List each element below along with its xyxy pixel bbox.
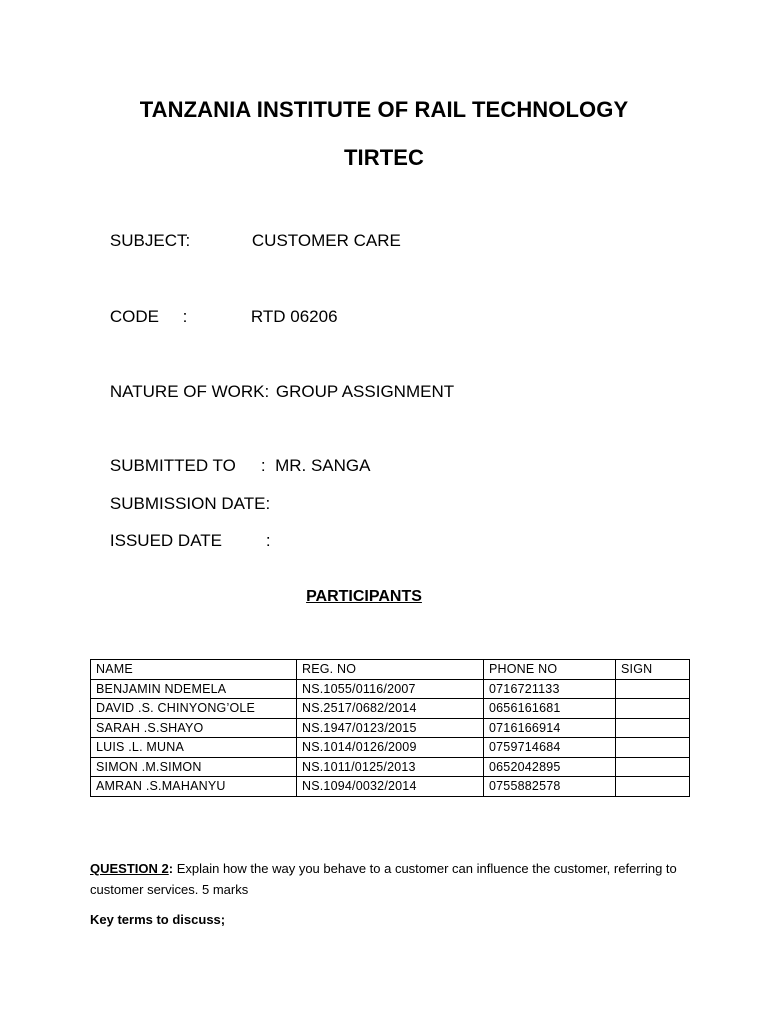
subject-field bbox=[91, 211, 401, 271]
participant-reg-no: NS.2517/0682/2014 bbox=[297, 699, 484, 719]
subject-label: SUBJECT: bbox=[109, 231, 191, 250]
participant-reg-no: NS.1055/0116/2007 bbox=[297, 679, 484, 699]
issued-date-field bbox=[91, 511, 271, 571]
institution-acronym: TIRTEC bbox=[343, 145, 425, 170]
participant-name: LUIS .L. MUNA bbox=[91, 738, 297, 758]
issued-date-value: : bbox=[265, 531, 271, 550]
participant-name: SIMON .M.SIMON bbox=[91, 757, 297, 777]
institution-title: TANZANIA INSTITUTE OF RAIL TECHNOLOGY bbox=[139, 97, 629, 122]
participants-heading: PARTICIPANTS bbox=[306, 588, 422, 605]
column-header-phone-no: PHONE NO bbox=[484, 660, 616, 680]
participant-sign bbox=[616, 738, 690, 758]
participant-phone: 0759714684 bbox=[484, 738, 616, 758]
issued-date-label: ISSUED DATE bbox=[109, 531, 222, 550]
participant-name: BENJAMIN NDEMELA bbox=[91, 679, 297, 699]
question-text: Explain how the way you behave to a customer can influence the customer, referring to customer services. 5 marks bbox=[90, 861, 677, 897]
column-header-name: NAME bbox=[91, 660, 297, 680]
participant-phone: 0656161681 bbox=[484, 699, 616, 719]
participant-reg-no: NS.1094/0032/2014 bbox=[297, 777, 484, 797]
table-row bbox=[91, 699, 690, 719]
code-field bbox=[91, 287, 338, 347]
participant-sign bbox=[616, 699, 690, 719]
key-terms-heading: Key terms to discuss; bbox=[90, 912, 226, 927]
table-row bbox=[91, 777, 690, 797]
participant-phone: 0755882578 bbox=[484, 777, 616, 797]
nature-label: NATURE OF WORK: bbox=[109, 382, 270, 401]
table-header-row bbox=[91, 660, 690, 680]
participant-sign bbox=[616, 679, 690, 699]
participant-sign bbox=[616, 777, 690, 797]
submission-date-label: SUBMISSION DATE: bbox=[109, 494, 271, 513]
participant-reg-no: NS.1014/0126/2009 bbox=[297, 738, 484, 758]
participant-name: DAVID .S. CHINYONG’OLE bbox=[91, 699, 297, 719]
participant-reg-no: NS.1947/0123/2015 bbox=[297, 718, 484, 738]
code-value: RTD 06206 bbox=[250, 307, 338, 326]
table-row bbox=[91, 679, 690, 699]
subject-value: CUSTOMER CARE bbox=[251, 231, 401, 250]
table-row bbox=[91, 738, 690, 758]
column-header-sign: SIGN bbox=[616, 660, 690, 680]
submitted-to-label: SUBMITTED TO bbox=[109, 456, 236, 475]
question-paragraph bbox=[90, 858, 680, 900]
participant-reg-no: NS.1011/0125/2013 bbox=[297, 757, 484, 777]
participant-name: SARAH .S.SHAYO bbox=[91, 718, 297, 738]
participants-table bbox=[90, 659, 690, 797]
question-label: QUESTION 2 bbox=[90, 861, 169, 876]
table-row bbox=[91, 718, 690, 738]
participant-sign bbox=[616, 757, 690, 777]
participant-phone: 0716721133 bbox=[484, 679, 616, 699]
participant-phone: 0652042895 bbox=[484, 757, 616, 777]
participant-sign bbox=[616, 718, 690, 738]
code-label: CODE : bbox=[109, 307, 188, 326]
column-header-reg-no: REG. NO bbox=[297, 660, 484, 680]
table-row bbox=[91, 757, 690, 777]
nature-value: GROUP ASSIGNMENT bbox=[275, 382, 455, 401]
nature-field bbox=[91, 362, 454, 422]
participant-name: AMRAN .S.MAHANYU bbox=[91, 777, 297, 797]
question-colon: : bbox=[168, 861, 174, 876]
submitted-to-value: : MR. SANGA bbox=[260, 456, 371, 475]
participant-phone: 0716166914 bbox=[484, 718, 616, 738]
